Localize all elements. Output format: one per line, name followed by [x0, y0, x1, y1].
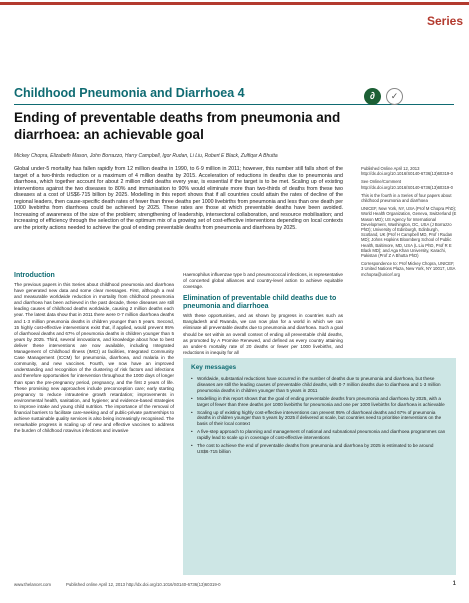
key-message-item: • A five-step approach to planning and management of national and subnational pneumonia and diarrhoea programmes can rapidly lead to scale up in coverage of cost-effective interventions [191, 429, 449, 441]
header-bar [0, 0, 469, 48]
left-column [14, 272, 174, 434]
footer-citation[interactable]: Published online April 12, 2013 http://dx.doi.org/10.1016/S0140-6736(13)60319-0 [66, 582, 221, 587]
series-rule-top [0, 2, 469, 5]
crossmark-icon[interactable]: ✓ [386, 88, 403, 105]
published-online[interactable]: Published Online April 12, 2013 http://dx.doi.org/10.1016/S0140-6736(13)60319-0 [361, 166, 453, 177]
series-label: Series [426, 14, 463, 28]
key-message-item: • Scaling up of existing highly cost-effective interventions can prevent 95% of diarrhoeal deaths and 67% of pneumonia deaths in children younger than 5 years by 2025 if delivered at scale, but countries need to prioritise interventions on the basis of their local context [191, 410, 449, 428]
series-note: This is the fourth in a Series of four papers about childhood pneumonia and diarrhoea [361, 192, 452, 204]
intro-heading: Introduction [14, 272, 55, 279]
journal-url[interactable]: www.thelancet.com [14, 582, 52, 587]
author-list: Mickey Chopra, Elizabeth Mason, John Borrazzo, Harry Campbell, Igor Rudan, Li Liu, Robert E Black, Zulfiqar A Bhutta [14, 153, 278, 159]
right-column [183, 272, 343, 356]
page-number: 1 [452, 581, 456, 587]
series-divider [14, 104, 454, 105]
article-title: Ending of preventable deaths from pneumonia and diarrhoea: an achievable goal [14, 110, 341, 142]
article-sidebar [361, 166, 457, 280]
open-access-icon: ∂ [364, 88, 381, 105]
key-messages-list [191, 376, 449, 457]
key-message-item: • The cost to achieve the end of preventable deaths from pneumonia and diarrhoea by 2025 is estimated to be around US$6·715 billion [191, 443, 449, 455]
affiliations: UNICEF, New York, NY, USA (Prof M Chopra PhD); World Health Organization, Geneva, Switzerland (E Mason MD); US Agency for International Development, Washington, DC, USA (J Borrazzo PhD); University of Edinburgh, Edinburgh, Scotland, UK (Prof H Campbell MD, Prof I Rudan MD); Johns Hopkins Bloomberg School of Public Health, Baltimore, MD, USA (L Liu PhD, Prof R E Black MD); and Aga Khan University, Karachi, Pakistan (Prof Z A Bhutta PhD) [361, 206, 457, 259]
key-messages-panel [183, 358, 456, 575]
elimination-text: With these opportunities, and as shown by progress in countries such as Bangladesh and Rwanda, we can now plan for a world in which we can eliminate all preventable deaths due to pneumonia and diarrhoea. Such a goal should be set within an overall context of ending all preventable child deaths, as promoted by A Promise Renewed, and defined as every country attaining an under-5 mortality rate of 20 deaths or fewer per 1000 livebirths, and reductions in inequity for all [183, 313, 343, 355]
key-messages-heading: Key messages [191, 364, 237, 371]
right-lead-text: Haemophilus influenzae type b and pneumococcal infections, is representative of concerted global alliances and country-level action to achieve equitable coverage. [183, 272, 343, 290]
key-message-item: • Worldwide, substantial reductions have occurred in the number of deaths due to pneumonia and diarrhoea, but these diseases are still the leading causes of preventable child deaths, with 0·7 million deaths due to diarrhoea and 1·3 million pneumonia deaths in children younger than 5 years in 2011 [191, 376, 449, 394]
intro-text: The previous papers in this Series about childhood pneumonia and diarrhoea have generated new data and some clear messages. First, although a real and measurable worldwide reduction in mortality from childhood pneumonia and diarrhoea has been achieved in the past decade, these diseases are still leading causes of childhood deaths worldwide, causing 2 million deaths each year. The latest data show that in 2011 there were 0·7 million diarrhoea deaths and 1·3 million pneumonia deaths in children younger than 5 years. Second, 15 highly cost-effective interventions exist that, if applied, would prevent 95% of diarrhoeal deaths and 67% of pneumonia deaths in children younger than 5 years by 2025. Third, several innovations, and knowledge about how to best deliver these interventions are now available, including Integrated Management of Childhood Illness (IMCI) at facilities, Integrated Community Case Management (ICCM) for pneumonia, diarrhoea, and malaria in the community, and new vaccines. Fourth, we now have an improved understanding and recognition of the clustering of risk factors and infections and therefore opportunities for intervention throughout the 1000 days of longer than span the pre-pregnancy period, pregnancy, and the first 2 years of life. These promising new approaches include preconception care; early starting pregnancy to reduce intrauterine growth retardation; improvements in environmental health, sanitation, and hygiene; and evidence-based strategies to improve intake and young child nutrition. The importance of the removal of financial barriers to facilitate care-seeking and of public-private partnerships to achieve sustainable quality services is also being increasingly recognised. The remarkable progress in scaling up of new and effective vaccines to address the burden of childhood rotavirus infections and invasive [14, 282, 174, 434]
correspondence: Correspondence to: Prof Mickey Chopra, UNICEF, 3 United Nations Plaza, New York, NY 10017, USA mchopra@unicef.org [361, 261, 456, 277]
key-message-item: • Modelling in this report shows that the goal of ending preventable deaths from pneumonia and diarrhoea by 2025, with a target of fewer than three deaths per 1000 livebirths for pneumonia and one per 1000 livebirths for diarrhoea is achievable [191, 396, 449, 408]
see-online-link[interactable]: See Online/Comment http://dx.doi.org/10.1016/S0140-6736(13)60319-0 [361, 179, 453, 190]
summary-paragraph: Global under-5 mortality has fallen rapidly from 12 million deaths in 1990, to 6·9 million in 2011; however, this number still falls short of the target of a two-thirds reduction or a maximum of 4 million deaths by 2015. Acceleration of reductions in deaths due to pneumonia and diarrhoea, which together account for about 2 million child deaths every year, is essential if the target is to be met. Scaling up of existing interventions against the two diseases to 80% and immunisation to 90% would eliminate more than two-thirds of deaths from these two diseases at a cost of US$6·715 billion by 2025. Modelling in this report shows that if all countries could attain the rates of decline of the regional leaders, then cause-specific death rates of fewer than three deaths per 1000 livebirths from pneumonia and less than one death per 1000 livebirths from diarrhoea could be achieved by 2025. These rates are those at which preventable deaths have been avoided. Increasing of awareness of the size of the problem; strengthening of leadership, intersectoral collaboration, and resource mobilisation; and increasing of efficiency through the selection of the optimum mix of a growing set of cost-effective interventions depending on local contexts are the priority actions needed to achieve the goal of ending preventable deaths from pneumonia and diarrhoea by 2025. [14, 166, 343, 231]
series-title: Childhood Pneumonia and Diarrhoea 4 [14, 86, 245, 100]
elimination-heading: Elimination of preventable child deaths due to pneumonia and diarrhoea [183, 295, 337, 311]
